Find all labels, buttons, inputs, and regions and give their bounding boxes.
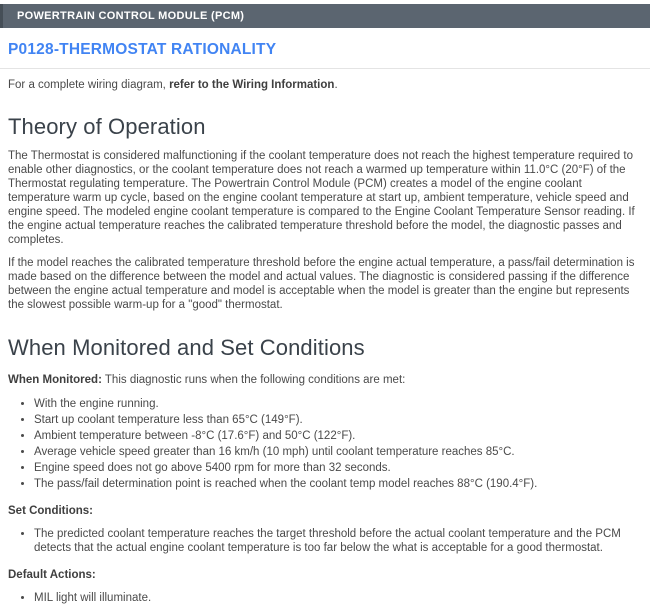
list-item: • Engine speed does not go above 5400 rpm for more than 32 seconds. (34, 461, 642, 475)
dtc-title: P0128-THERMOSTAT RATIONALITY (8, 41, 277, 58)
when-monitored-line (8, 373, 642, 387)
list-item: • MIL light will illuminate. (34, 591, 642, 605)
when-monitored-text: This diagnostic runs when the following conditions are met: (101, 374, 406, 387)
list-item: • Average vehicle speed greater than 16 km/h (10 mph) until coolant temperature reaches 85°C. (34, 445, 642, 459)
set-conditions-label: Set Conditions: (8, 505, 93, 518)
wiring-note-suffix: . (334, 79, 338, 91)
theory-of-operation-heading: Theory of Operation (8, 114, 206, 139)
set-conditions-list (0, 527, 642, 555)
module-header-label: POWERTRAIN CONTROL MODULE (PCM) (17, 10, 245, 22)
list-item: • The pass/fail determination point is reached when the coolant temp model reaches 88°C (190.4°F). (34, 477, 642, 491)
list-item: • Start up coolant temperature less than 65°C (149°F). (34, 413, 642, 427)
default-actions-list (0, 591, 642, 605)
module-header-bar (0, 4, 650, 28)
wiring-note-prefix: For a complete wiring diagram, (8, 79, 170, 91)
title-divider (0, 68, 650, 69)
wiring-note (8, 79, 642, 91)
when-monitored-label: When Monitored: (8, 374, 102, 387)
default-actions-label: Default Actions: (8, 569, 96, 582)
theory-paragraph-1: The Thermostat is considered malfunctioning if the coolant temperature does not reach the highest temperature required to enable other diagnostics, or the coolant temperature does not reach a warmed up temperature within 11.0°C (20°F) of the Thermostat regulating temperature. The Powertrain Control Module (PCM) creates a model of the engine coolant temperature warm up cycle, based on the engine coolant temperature at start up, ambient temperature, vehicle speed and engine speed. The modeled engine coolant temperature is compared to the Engine Coolant Temperature Sensor reading. If the engine actual temperature reaches the calibrated temperature threshold before the model, the diagnostic passes and completes. (8, 150, 635, 247)
monitored-conditions-list (0, 397, 642, 491)
list-item: • Ambient temperature between -8°C (17.6°F) and 50°C (122°F). (34, 429, 642, 443)
list-item: • With the engine running. (34, 397, 642, 411)
when-monitored-heading: When Monitored and Set Conditions (8, 335, 365, 361)
wiring-information-link[interactable]: refer to the Wiring Information (169, 79, 335, 91)
list-item: • The predicted coolant temperature reaches the target threshold before the actual coolant temperature and the PCM detects that the actual engine coolant temperature is too far below the what is acceptable for a good thermostat. (34, 527, 642, 555)
theory-paragraph-2: If the model reaches the calibrated temperature threshold before the engine actual temperature, a pass/fail determination is made based on the difference between the model and actual values. The diagnostic is considered passing if the difference between the engine actual temperature and model is acceptable when the model is greater than the engine but represents the slowest possible warm-up for a "good" thermostat. (8, 257, 635, 312)
